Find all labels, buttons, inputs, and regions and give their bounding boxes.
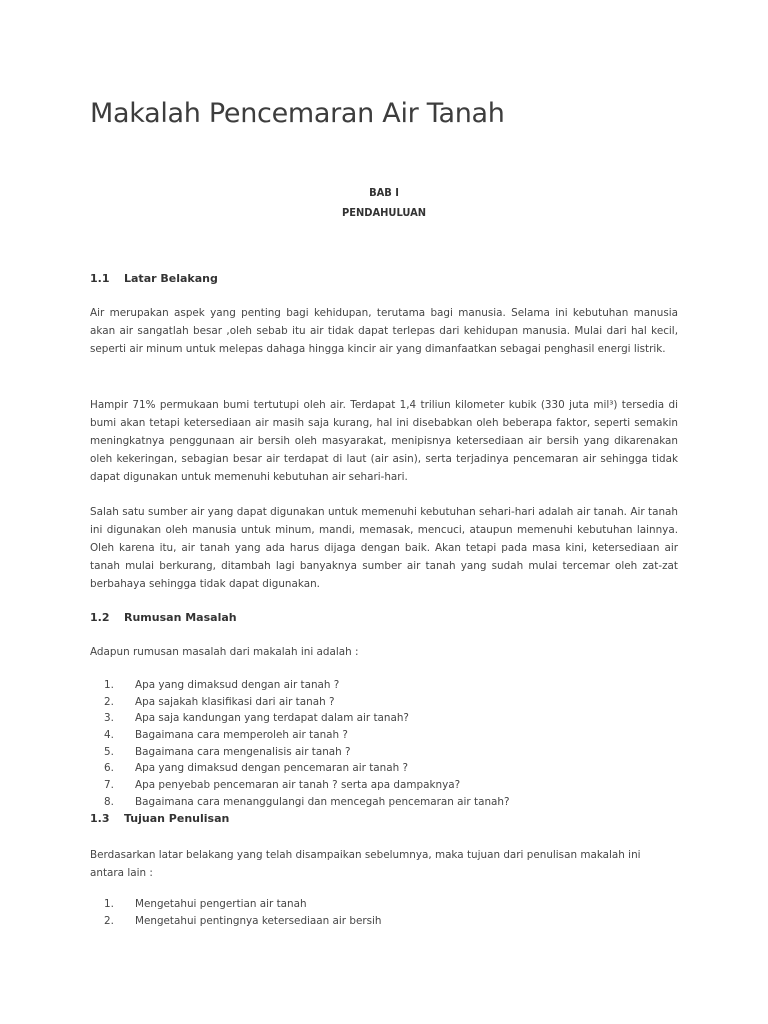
paragraph: Hampir 71% permukaan bumi tertutupi oleh air. Terdapat 1,4 triliun kilometer kubik (330 juta mil³) tersedia di bumi akan tetapi ketersediaan air masih saja kurang, hal ini disebabkan oleh beberapa faktor, seperti semakin meningkatnya penggunaan air bersih oleh masyarakat, menipisnya ketersediaan air bersih yang dikarenakan oleh kekeringan, sebagian besar air terdapat di laut (air asin), serta terjadinya pencemaran air sehingga tidak dapat digunakan untuk memenuhi kebutuhan air sehari-hari. [90, 399, 678, 483]
chapter-number: BAB I [369, 186, 399, 199]
list-item: 6. Apa yang dimaksud dengan pencemaran air tanah ? [104, 762, 409, 775]
list-item: 8. Bagaimana cara menanggulangi dan mencegah pencemaran air tanah? [104, 795, 510, 808]
section-number: 1.2 [90, 611, 110, 624]
section-number: 1.3 [90, 812, 110, 825]
section-heading-tujuan-penulisan [90, 812, 229, 825]
section-title: Latar Belakang [124, 272, 218, 285]
paragraph: Berdasarkan latar belakang yang telah disampaikan sebelumnya, maka tujuan dari penulisan makalah ini antara lain : [90, 849, 641, 879]
section-title: Tujuan Penulisan [124, 812, 230, 825]
section-number: 1.1 [90, 272, 110, 285]
list-item: 7. Apa penyebab pencemaran air tanah ? serta apa dampaknya? [104, 779, 461, 792]
list-item: 5. Bagaimana cara mengenalisis air tanah ? [104, 745, 351, 758]
chapter-title: PENDAHULUAN [341, 206, 427, 219]
paragraph: Air merupakan aspek yang penting bagi kehidupan, terutama bagi manusia. Selama ini kebutuhan manusia akan air sangatlah besar ,oleh sebab itu air tidak dapat terlepas dari kehidupan manusia. Mulai dari hal kecil, seperti air minum untuk melepas dahaga hingga kincir air yang dimanfaatkan sebagai penghasil energi listrik. [90, 307, 678, 355]
list-item: 3. Apa saja kandungan yang terdapat dalam air tanah? [104, 712, 409, 725]
paragraph: Adapun rumusan masalah dari makalah ini adalah : [90, 646, 359, 658]
document-title: Makalah Pencemaran Air Tanah [90, 98, 505, 129]
section-heading-latar-belakang [90, 272, 218, 285]
list-item: 2. Mengetahui pentingnya ketersediaan air bersih [104, 914, 382, 927]
list-item: 4. Bagaimana cara memperoleh air tanah ? [104, 729, 348, 742]
list-item: 1. Apa yang dimaksud dengan air tanah ? [104, 679, 340, 691]
section-heading-rumusan-masalah [90, 611, 237, 624]
section-title: Rumusan Masalah [124, 611, 237, 624]
rumusan-masalah-list [90, 677, 690, 811]
list-item: 1. Mengetahui pengertian air tanah [104, 898, 307, 910]
tujuan-penulisan-list [90, 896, 690, 929]
list-item: 2. Apa sajakah klasifikasi dari air tanah ? [104, 695, 335, 708]
paragraph: Salah satu sumber air yang dapat digunakan untuk memenuhi kebutuhan sehari-hari adalah air tanah. Air tanah ini digunakan oleh manusia untuk minum, mandi, memasak, mencuci, ataupun memenuhi kebutuhan lainnya. Oleh karena itu, air tanah yang ada harus dijaga dengan baik. Akan tetapi pada masa kini, ketersediaan air tanah mulai berkurang, ditambah lagi banyaknya sumber air tanah yang sudah mulai tercemar oleh zat-zat berbahaya sehingga tidak dapat digunakan. [90, 506, 678, 590]
